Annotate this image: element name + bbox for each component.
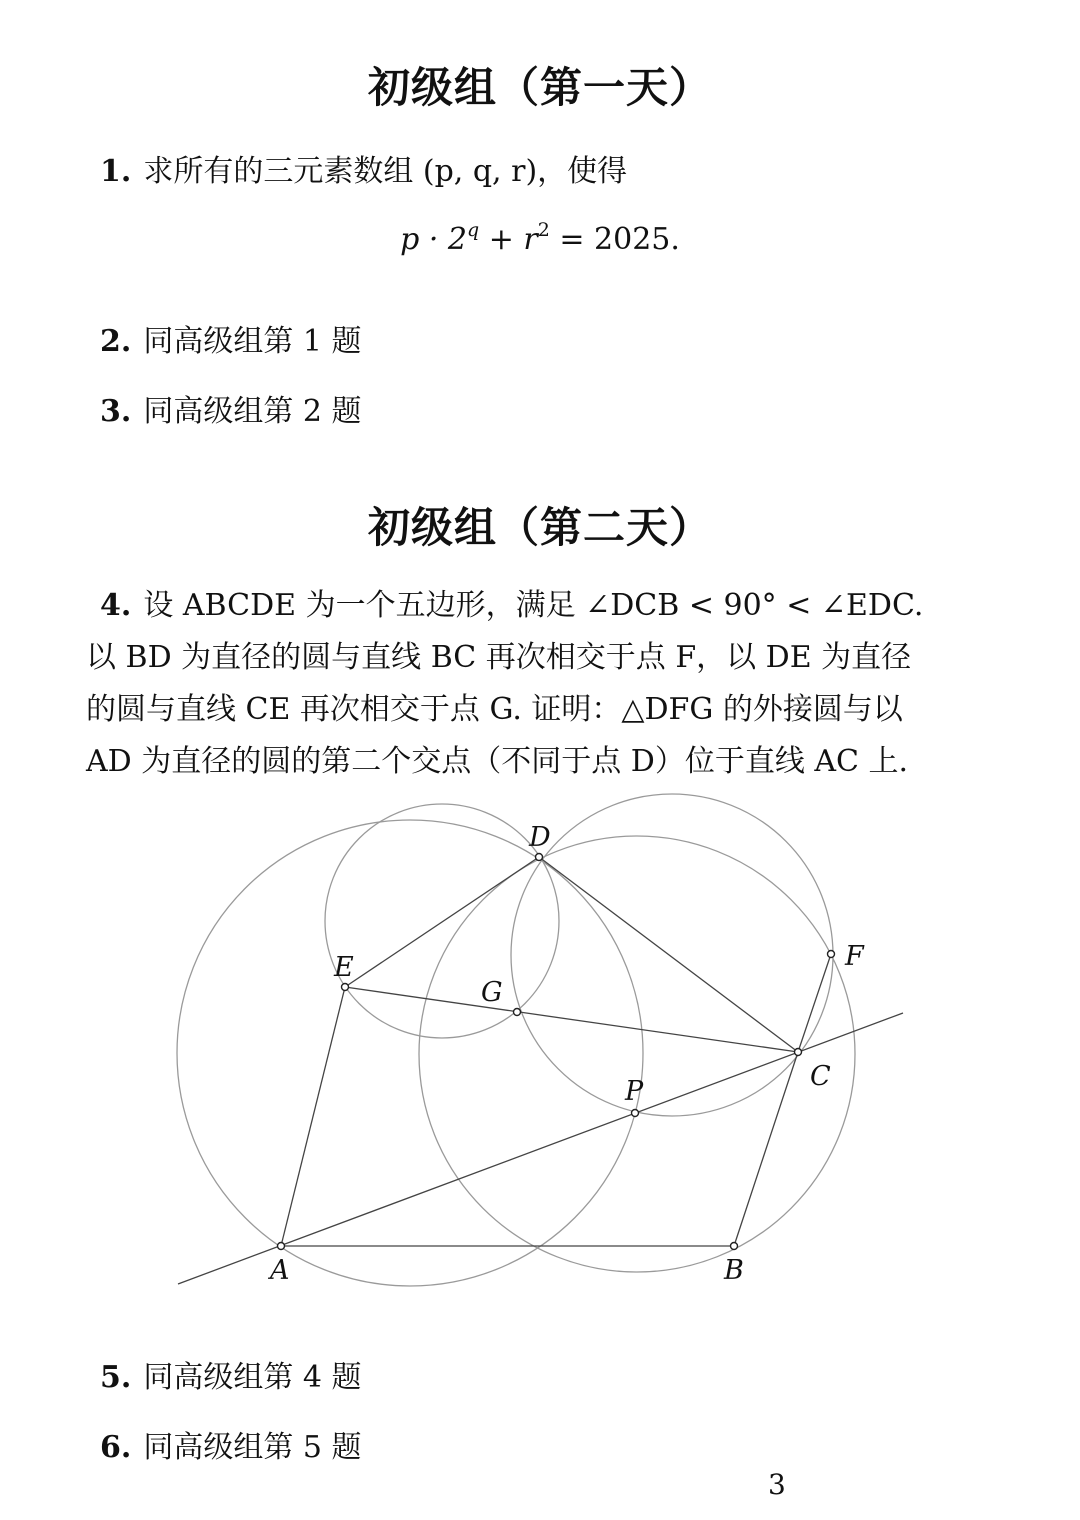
circle-bd-diameter: [419, 836, 855, 1272]
page-number: 3: [768, 1468, 786, 1501]
label-d: D: [529, 822, 551, 853]
problem-6: [100, 1422, 362, 1466]
problem-1-number: 1.: [100, 154, 132, 189]
problem-5-text: 同高级组第 4 题: [143, 1360, 362, 1395]
problem-5-number: 5.: [100, 1360, 132, 1395]
problem-1-text: 求所有的三元素数组 (p, q, r)，使得: [143, 154, 628, 189]
day1-title: 初级组（第一天）: [367, 63, 712, 112]
label-e: E: [334, 952, 354, 983]
formula-mid: + r: [479, 222, 538, 257]
formula-base: p · 2: [400, 222, 467, 257]
problem-2-number: 2.: [100, 324, 132, 359]
problem-4-line-1: 设 ABCDE 为一个五边形，满足 ∠DCB < 90° < ∠EDC.: [143, 588, 924, 623]
problem-5: [100, 1352, 362, 1396]
line-ec: [345, 987, 798, 1052]
segment-ea: [281, 987, 345, 1246]
problem-3-text: 同高级组第 2 题: [143, 394, 362, 429]
formula-exponent-2: 2: [537, 219, 550, 241]
point-d: [536, 854, 543, 861]
circle-dfg-circumcircle: [511, 794, 833, 1116]
label-f: F: [845, 941, 864, 972]
point-g: [514, 1009, 521, 1016]
point-e: [342, 984, 349, 991]
problem-4-line-4: AD 为直径的圆的第二个交点（不同于点 D）位于直线 AC 上.: [86, 744, 909, 779]
formula-end: = 2025.: [549, 222, 680, 257]
problem-6-number: 6.: [100, 1430, 132, 1465]
point-a: [278, 1243, 285, 1250]
point-f: [828, 951, 835, 958]
point-p: [632, 1110, 639, 1117]
segment-de: [345, 857, 539, 987]
segment-cd: [539, 857, 798, 1052]
label-b: B: [724, 1255, 744, 1286]
problem-4-number: 4.: [100, 588, 132, 623]
problem-3-number: 3.: [100, 394, 132, 429]
label-p: P: [625, 1076, 644, 1107]
problem-4-line-2: 以 BD 为直径的圆与直线 BC 再次相交于点 F，以 DE 为直径: [86, 640, 912, 675]
day2-title: 初级组（第二天）: [367, 503, 712, 552]
segment-bc: [734, 1052, 798, 1246]
formula-exponent-q: q: [466, 219, 480, 241]
problem-2-text: 同高级组第 1 题: [143, 324, 362, 359]
problem-4-line-3: 的圆与直线 CE 再次相交于点 G. 证明：△DFG 的外接圆与以: [86, 692, 903, 727]
label-g: G: [481, 977, 503, 1008]
point-c: [795, 1049, 802, 1056]
problem-6-text: 同高级组第 5 题: [143, 1430, 362, 1465]
label-a: A: [270, 1255, 290, 1286]
point-b: [731, 1243, 738, 1250]
label-c: C: [810, 1061, 831, 1092]
circle-ad-diameter: [177, 820, 643, 1286]
circle-de-diameter: [325, 804, 559, 1038]
